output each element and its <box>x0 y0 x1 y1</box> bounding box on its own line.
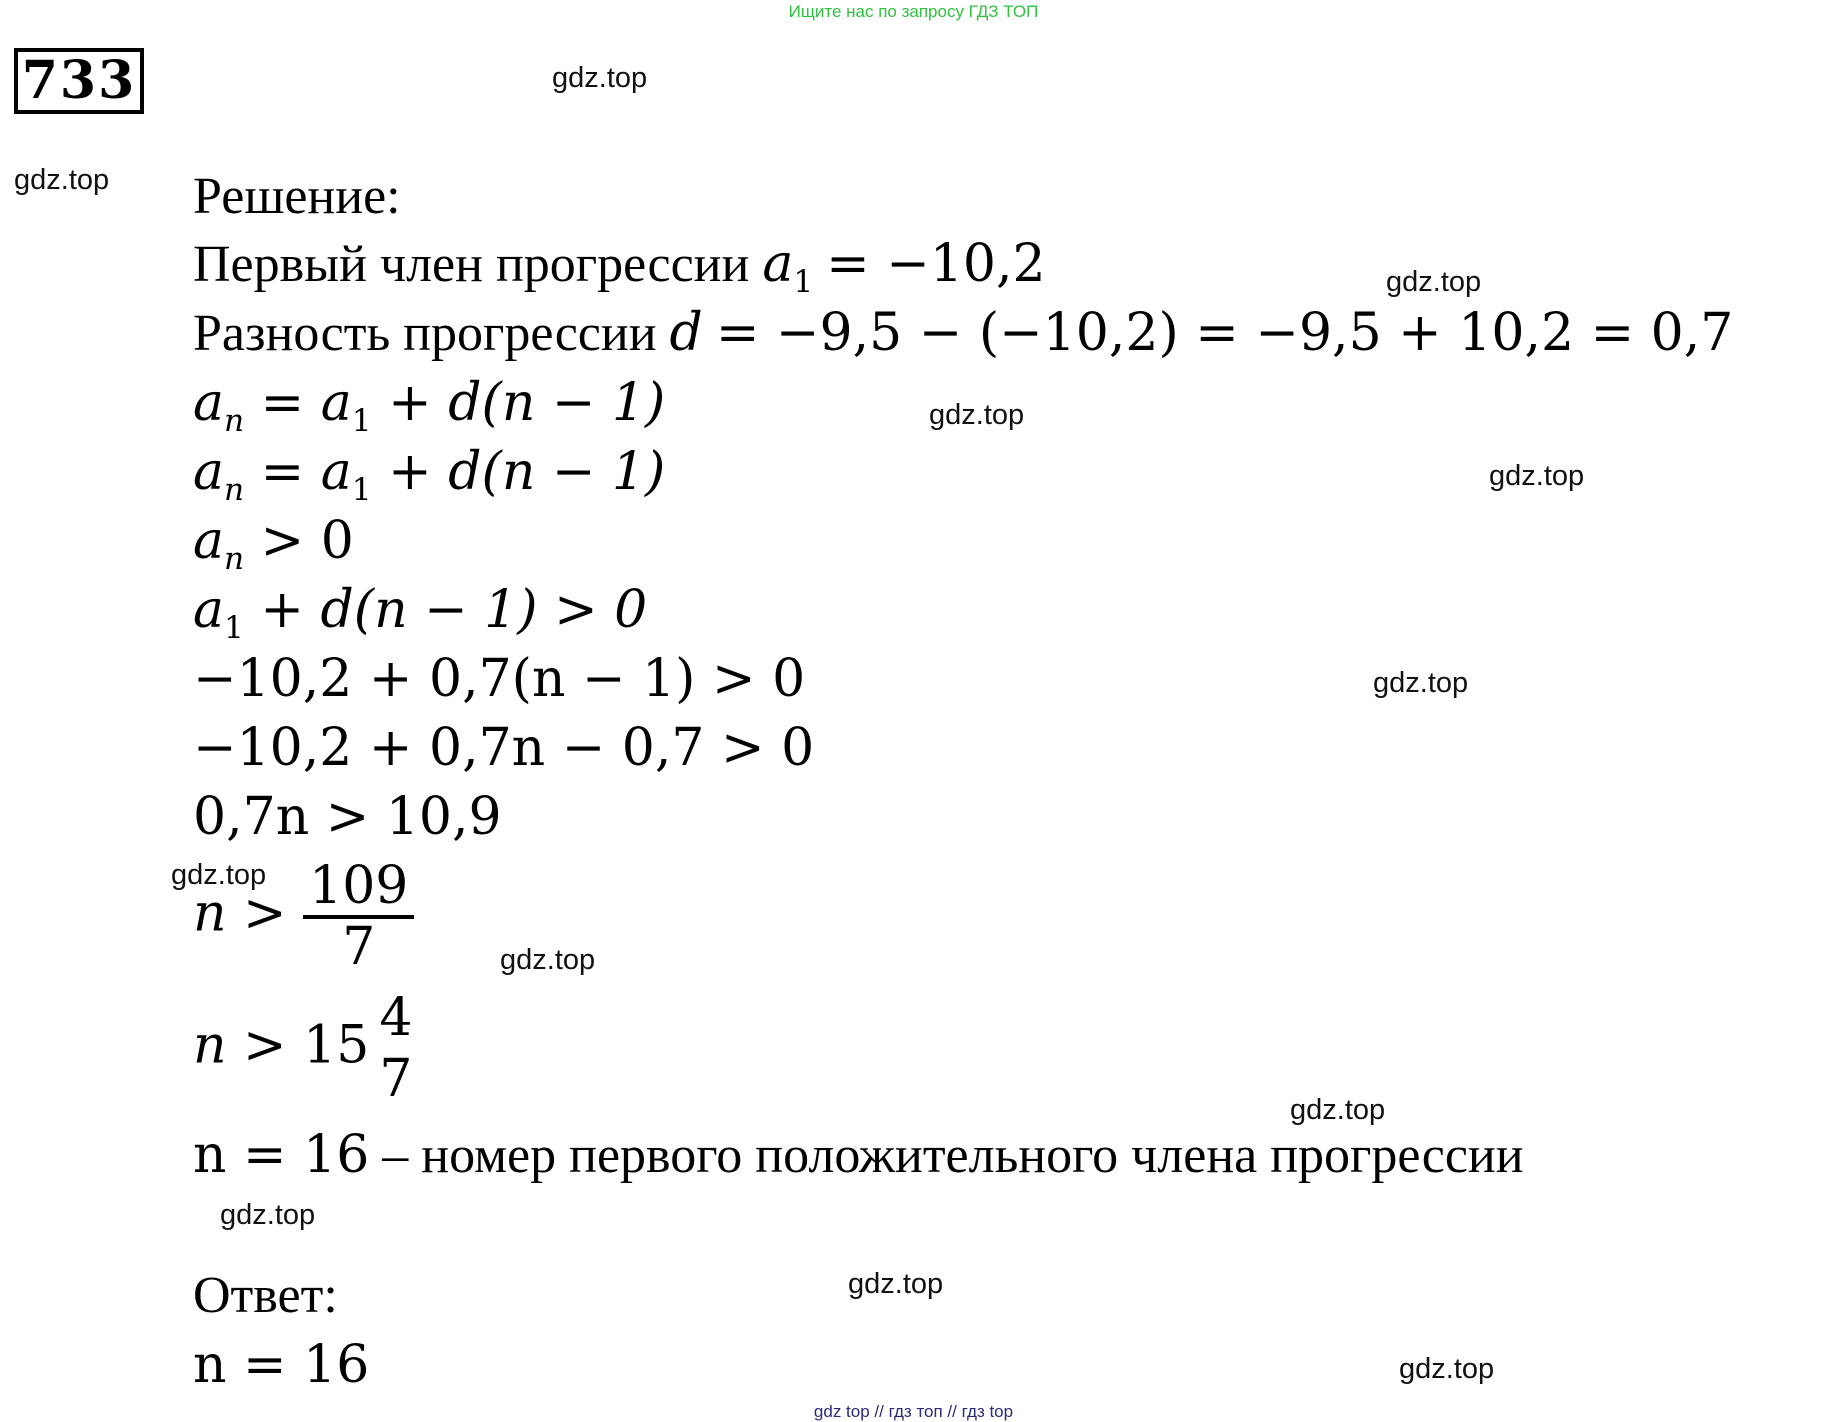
fraction <box>303 858 414 976</box>
footer: gdz top // гдз топ // гдз top <box>813 1402 1014 1421</box>
inequality-line-4: 0,7n > 10,9 <box>193 787 502 847</box>
watermark: gdz.top <box>1489 460 1585 492</box>
answer-heading: Ответ: <box>193 1267 338 1324</box>
first-term-value: = −10,2 <box>826 234 1046 294</box>
first-term-symbol: $a_1$ <box>762 234 814 300</box>
condition-line: $a_n > 0$ <box>193 511 354 577</box>
answer-value: n = 16 <box>193 1335 370 1395</box>
condition-rhs: > 0 <box>260 511 354 571</box>
formula-line-2: $a_n = a_1 + d(n - 1)$ <box>193 442 666 508</box>
watermark: gdz.top <box>14 164 110 196</box>
solution-heading: Решение: <box>193 168 401 225</box>
watermark: gdz.top <box>848 1268 944 1300</box>
fraction-line: n > $\frac{109}{7}$ <box>193 858 414 976</box>
first-term-label: Первый член прогрессии <box>193 236 750 293</box>
inequality-1-rhs: + d(n − 1) > 0 <box>260 580 648 640</box>
watermark: gdz.top <box>220 1199 316 1231</box>
top-banner: Ищите нас по запросу ГДЗ ТОП <box>788 2 1039 21</box>
fraction-numerator: 109 <box>303 858 414 919</box>
watermark: gdz.top <box>500 944 596 976</box>
problem-number: 733 <box>14 48 144 114</box>
fraction-lhs: n <box>193 883 227 944</box>
mixed-number-line: n > 15 4 7 <box>193 990 418 1108</box>
first-term-line <box>193 233 1046 313</box>
difference-line <box>193 302 1733 365</box>
fraction-denominator: 7 <box>342 917 376 978</box>
inequality-line-3: −10,2 + 0,7n − 0,7 > 0 <box>193 718 815 778</box>
watermark: gdz.top <box>552 62 648 94</box>
inequality-line-1: $a_1 + d(n - 1) > 0$ <box>193 580 648 646</box>
watermark: gdz.top <box>1399 1353 1495 1385</box>
result-line <box>193 1124 1524 1187</box>
difference-symbol: d <box>669 303 703 363</box>
mixed-lhs: n <box>193 1015 227 1076</box>
result-text: – номер первого положительного члена прогрессии <box>369 1127 1524 1184</box>
mixed-whole: 15 <box>303 1015 370 1076</box>
formula-rhs: + d(n − 1) <box>388 373 666 433</box>
formula-line-1: $a_n = a_1 + d(n - 1)$ <box>193 373 666 439</box>
formula-rhs: + d(n − 1) <box>388 442 666 502</box>
watermark: gdz.top <box>1290 1094 1386 1126</box>
result-equation: n = 16 <box>193 1125 370 1185</box>
inequality-line-2: −10,2 + 0,7(n − 1) > 0 <box>193 649 806 709</box>
watermark: gdz.top <box>929 399 1025 431</box>
difference-value: = −9,5 − (−10,2) = −9,5 + 10,2 = 0,7 <box>715 303 1734 363</box>
mixed-numerator: 4 <box>379 988 413 1048</box>
mixed-denominator: 7 <box>379 1049 413 1110</box>
watermark: gdz.top <box>1386 266 1482 298</box>
watermark: gdz.top <box>171 859 267 891</box>
watermark: gdz.top <box>1373 667 1469 699</box>
mixed-fraction <box>373 990 418 1108</box>
difference-label: Разность прогрессии <box>193 305 657 362</box>
